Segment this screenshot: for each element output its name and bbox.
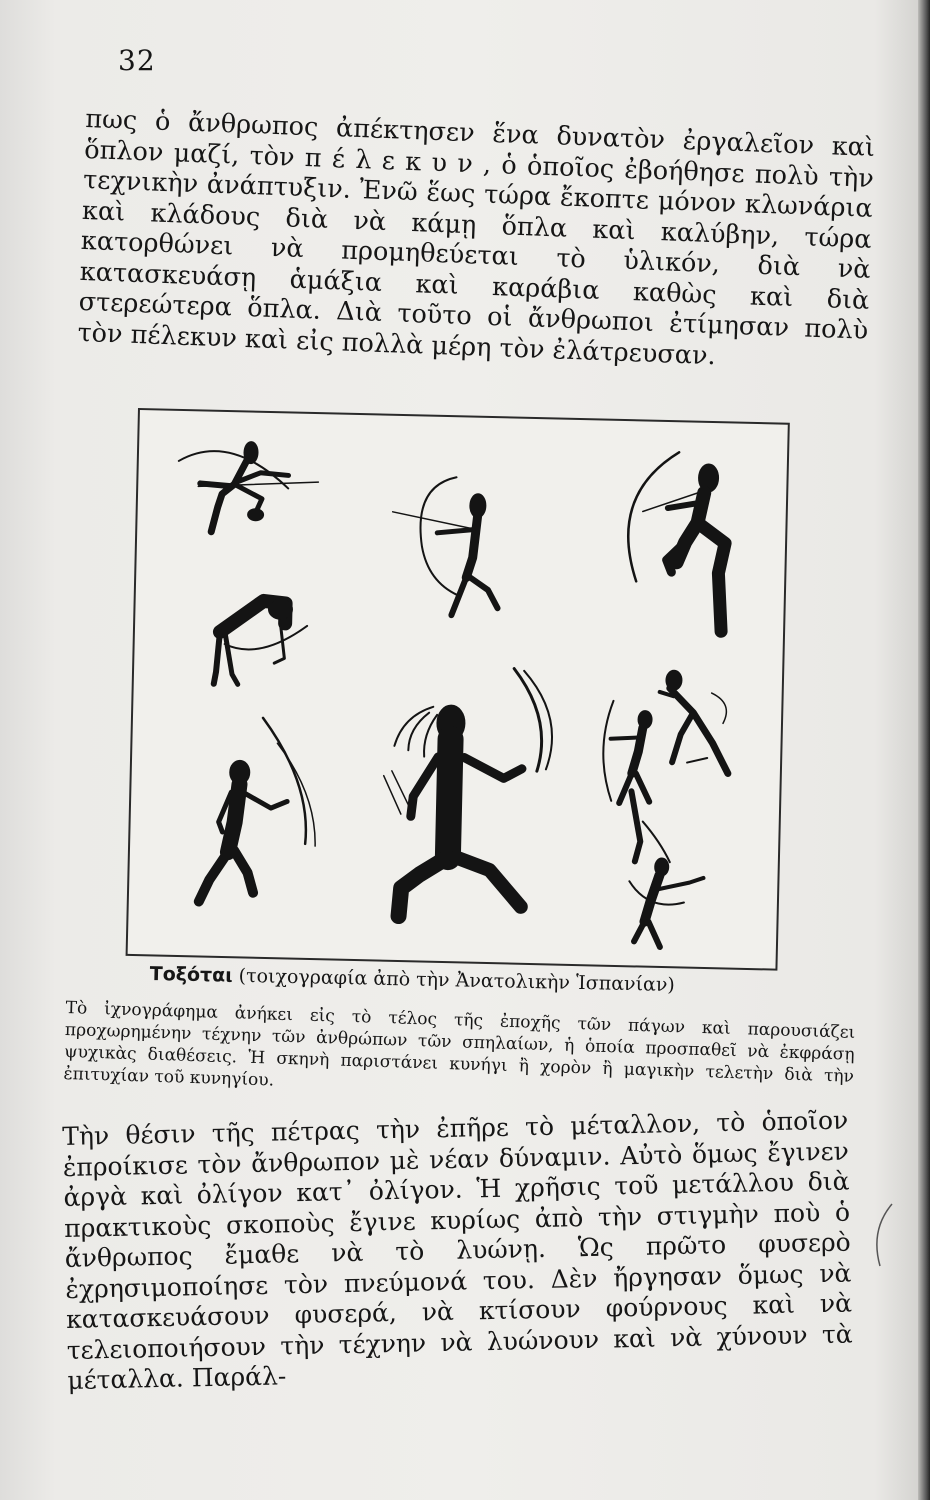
page-number: 32 bbox=[118, 44, 156, 77]
archer-figure-3 bbox=[626, 451, 727, 631]
body-paragraph-1: πως ὁ ἄνθρωπος ἀπέκτησεν ἕνα δυνατὸν ἐργαλεῖον καὶ ὅπλον μαζί, τὸν π έ λ ε κ υ ν , ὁ ὁποῖος ἐβοήθησε πολὺ τὴν τεχνικὴν ἀνάπτυξιν. Ἐνῶ ἕως τώρα ἔκοπτε μόνον κλωνάρια καὶ κλάδους διὰ νὰ κάμῃ ὅπλα καὶ καλύβην, τώρα κατορθώνει νὰ προμηθεύεται τὸ ὑλικόν, διὰ νὰ κατασκευάσῃ ἁμάξια καὶ καράβια καθὼς καὶ διὰ στερεώτερα ὅπλα. Διὰ τοῦτο οἱ ἄνθρωποι ἐτίμησαν πολὺ τὸν πέλεκυν καὶ εἰς πολλὰ μέρη τὸν ἐλάτρευσαν. bbox=[77, 104, 876, 371]
cave-painting-figure bbox=[126, 408, 790, 971]
figure-note: Τὸ ἰχνογράφημα ἀνήκει εἰς τὸ τέλος τῆς ἐποχῆς τῶν πάγων καὶ παρουσιάζει προχωρημένην τέχνην τῶν ἀνθρώπων τῶν σπηλαίων, ἡ ὁποία προσπαθεῖ νὰ ἐκφράσῃ ψυχικὰς διαθέσεις. Ἡ σκηνὴ παριστάνει κυνήγι ἢ χορὸν ἢ μαγικὴν τελετὴν διὰ τὴν ἐπιτυχίαν τοῦ κυνηγίου. bbox=[63, 997, 856, 1091]
archer-figure-7 bbox=[658, 670, 730, 774]
page-edge-shadow bbox=[918, 0, 930, 1500]
figure-frame bbox=[126, 408, 790, 971]
caption-title: Τοξόται bbox=[149, 963, 233, 987]
margin-bracket-mark bbox=[862, 1200, 902, 1270]
caption-text: (τοιχογραφία ἀπὸ τὴν Ἀνατολικὴν Ἱσπανίαν) bbox=[232, 964, 676, 996]
archer-figure-2 bbox=[390, 476, 500, 616]
archer-figure-9 bbox=[628, 857, 704, 948]
archer-figure-8 bbox=[601, 701, 674, 863]
archer-figure-1 bbox=[177, 440, 319, 534]
archer-figure-4 bbox=[214, 598, 308, 686]
archers-illustration bbox=[128, 410, 788, 969]
archer-figure-5 bbox=[199, 717, 318, 905]
body-paragraph-2: Τὴν θέσιν τῆς πέτρας τὴν ἐπῆρε τὸ μέταλλον, τὸ ὁποῖον ἐπροίκισε τὸν ἄνθρωπον μὲ νέαν δύναμιν. Αὐτὸ ὅμως ἔγινεν ἀργὰ καὶ ὀλίγον κατ᾽ ὀλίγον. Ἡ χρῆσις τοῦ μετάλλου διὰ πρακτικοὺς σκοποὺς ἔγινε κυρίως ἀπὸ τὴν στιγμὴν ποὺ ὁ ἄνθρωπος ἔμαθε νὰ τὸ λυώνῃ. Ὡς πρῶτο φυσερὸ ἐχρησιμοποίησε τὸν πνεύμονά του. Δὲν ἤργησαν ὅμως νὰ κατασκευάσουν φυσερά, νὰ κτίσουν φούρνους καὶ νὰ τελειοποιήσουν τὴν τέχνην νὰ λυώνουν καὶ νὰ χύνουν τὰ μέταλλα. Παράλ- bbox=[62, 1105, 853, 1395]
archer-figure-6 bbox=[381, 666, 554, 920]
